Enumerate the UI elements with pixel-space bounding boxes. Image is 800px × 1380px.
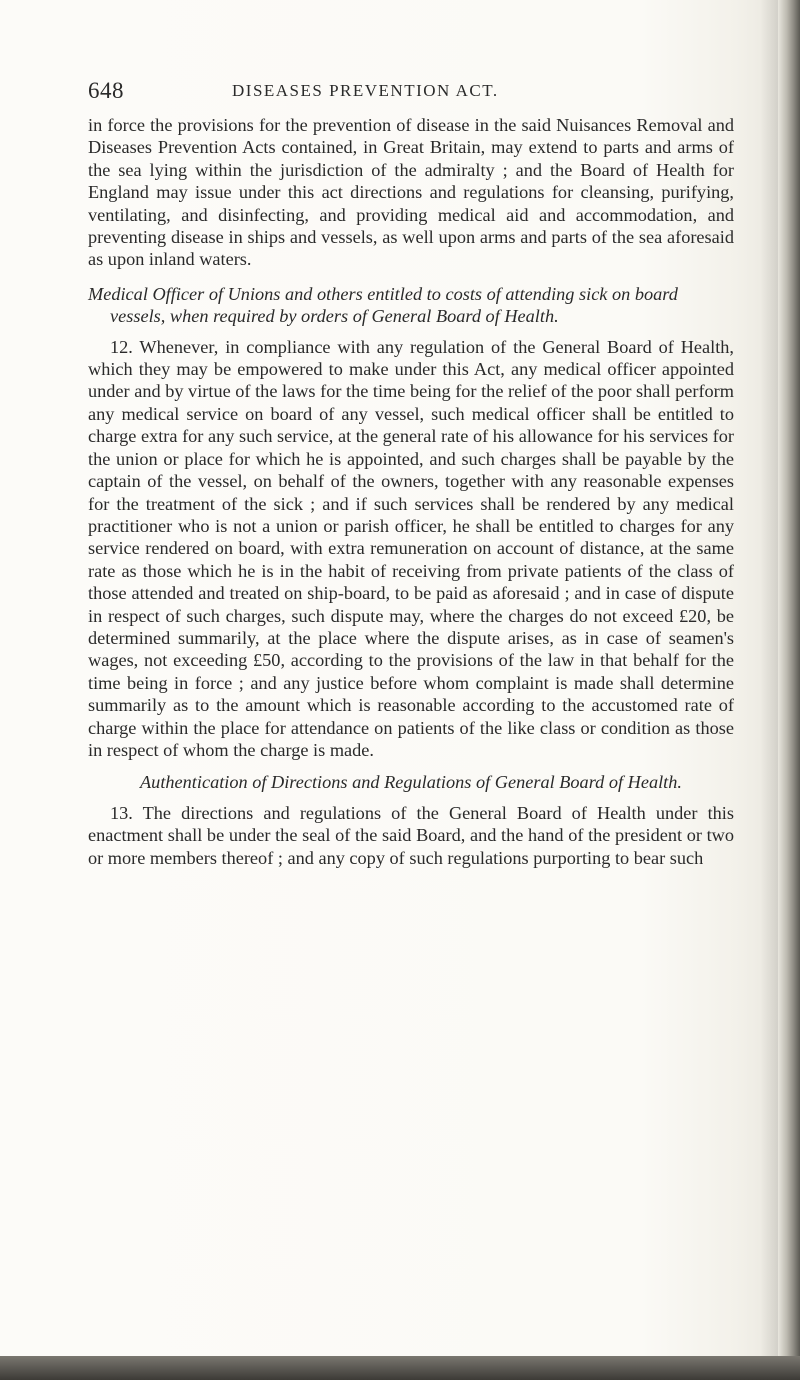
section-13-paragraph: 13. The directions and regulations of the General Board of Health under this enactment shall be under the seal of the said Board, and the hand of the president or two or more members thereof ; and any copy of such regulations purporting to bear such: [88, 802, 734, 868]
running-head: DISEASES PREVENTION ACT.: [232, 81, 499, 100]
book-spine-edge: [778, 0, 800, 1380]
section-12-paragraph: 12. Whenever, in compliance with any regulation of the General Board of Health, which they may be empowered to make under this Act, any medical officer appointed under and by virtue of the laws for the time being for the relief of the poor shall perform any medical service on board of any vessel, such medical officer shall be entitled to charge extra for any such service, at the general rate of his allowance for his services for the union or place for which he is appointed, and such charges shall be payable by the captain of the vessel, on behalf of the owners, together with any reasonable expenses for the treatment of the sick ; and if such services shall be rendered by any medical practitioner who is not a union or parish officer, he shall be entitled to charges for any service rendered on board, with extra remuneration on account of distance, at the same rate as those which he is in the habit of receiving from private patients of the class of those attended and treated on ship-board, to be paid as aforesaid ; and in case of dispute in respect of such charges, such dispute may, where the charges do not exceed £20, be determined summarily, at the place where the dispute arises, as in case of seamen's wages, not exceeding £50, according to the provisions of the law in that behalf for the time being in force ; and any justice before whom complaint is made shall determine summarily as to the amount which is reasonable according to the accustomed rate of charge within the place for attendance on patients of the like class or condition as those in respect of whom the charge is made.: [88, 336, 734, 760]
body-text: [88, 114, 734, 869]
bottom-scan-edge: [0, 1356, 800, 1380]
page-number: 648: [88, 78, 124, 103]
page-curl-shadow: [760, 0, 778, 1380]
section-heading-authentication: Authentication of Directions and Regulations of General Board of Health.: [140, 772, 682, 793]
section-heading-medical-officer: Medical Officer of Unions and others entitled to costs of attending sick on board vessels, when required by orders of General Board of Health.: [88, 283, 678, 327]
page-header: [88, 78, 728, 108]
paragraph-continued: in force the provisions for the prevention of disease in the said Nuisances Removal and Diseases Prevention Acts contained, in Great Britain, may extend to parts and arms of the sea lying within the jurisdiction of the admiralty ; and the Board of Health for England may issue under this act directions and regulations for cleansing, purifying, ventilating, and disinfecting, and providing medical aid and accommodation, and preventing disease in ships and vessels, as well upon arms and parts of the sea aforesaid as upon inland waters.: [88, 115, 734, 270]
